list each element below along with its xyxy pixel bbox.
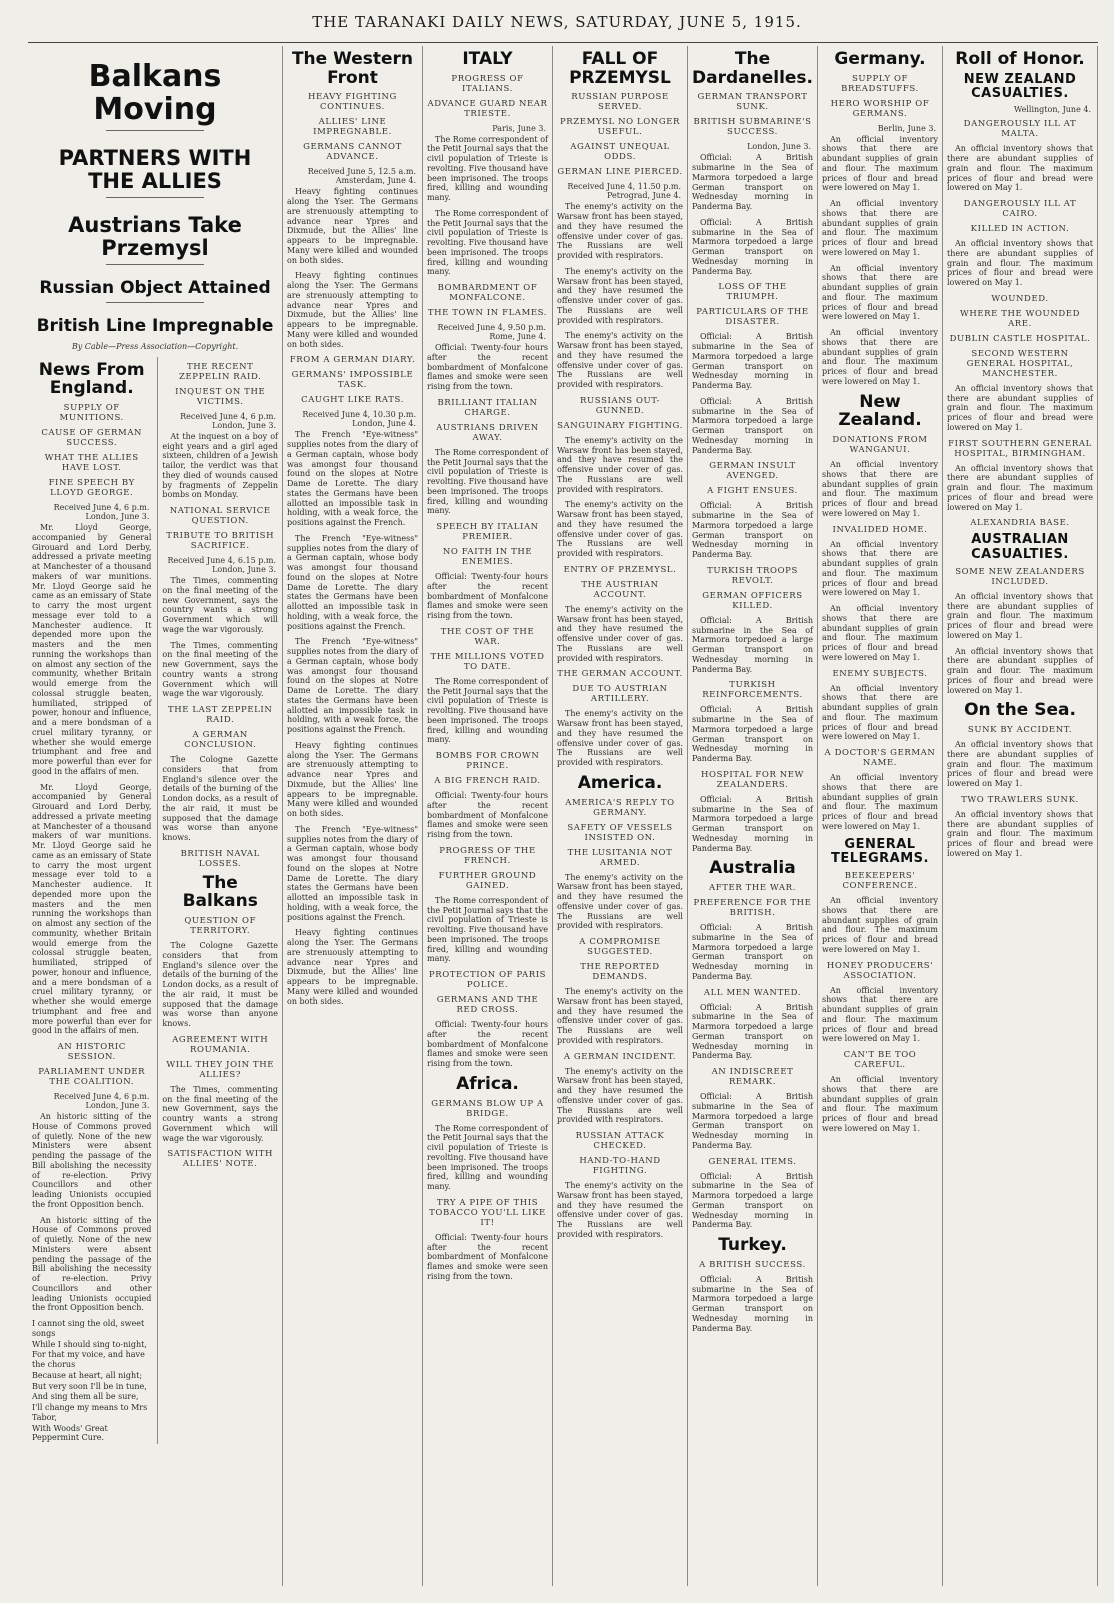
subhead: RUSSIAN ATTACK CHECKED. — [575, 1131, 665, 1152]
subhead: FIRST SOUTHERN GENERAL HOSPITAL, BIRMINGHAM. — [948, 438, 1092, 459]
article-body: Official: A British submarine in the Sea of Marmora torpedoed a large German transport on Wednesday morning in Panderma Bay. — [692, 153, 813, 212]
headline-turkey: Turkey. — [718, 1235, 787, 1256]
headline-general-telegrams: GENERAL TELEGRAMS. — [831, 836, 929, 866]
article-body: The Rome correspondent of the Petit Journal says that the civil population of Trieste is revolting. Five thousand have been imprisoned. The troops fired, killing and wounding many. — [427, 676, 548, 745]
article-body: An official inventory shows that there are abundant supplies of grain and flour. The maximum prices of flour and bread were lowered on May 1. — [822, 985, 938, 1044]
subhead: FINE SPEECH BY LLOYD GEORGE. — [48, 478, 135, 499]
subhead: TWO TRAWLERS SUNK. — [961, 794, 1079, 805]
article-body: Mr. Lloyd George, accompanied by General Girouard and Lord Derby, addressed a private meeting at Manchester of a thousand makers of war munitions. Mr. Lloyd George said he came as an emissary of State to carry the most urgent message ever told to a Manchester audience. It depended more upon the masters and the men running the workshops than on almost any section of the community, whether Britain would emerge from the colossal struggle beaten, humiliated, stripped of power, honour and influence, and a mere bondsman of a cruel military tyranny, or whether she would emerge triumphant and free and more powerful than ever for good in the affairs of men. — [32, 782, 152, 1036]
subhead: ENTRY OF PRZEMYSL. — [563, 564, 677, 575]
article-body: The Times, commenting on the final meeting of the new Government, says the country wants a strong Government which will wage the war vigorously. — [162, 640, 278, 699]
headline-italy: ITALY — [462, 49, 513, 69]
article-body: Heavy fighting continues along the Yser. The Germans are strenuously attempting to advance near Ypres and Dixmude, but the Allies' line appears to be impregnable. Many were killed and wounded on both sides. — [287, 928, 418, 1006]
headline-dardanelles: The Dardanelles. — [692, 49, 814, 88]
article-body: Official: A British submarine in the Sea of Marmora torpedoed a large German transport on Wednesday morning in Panderma Bay. — [692, 332, 813, 391]
article-body: The Rome correspondent of the Petit Journal says that the civil population of Trieste is revolting. Five thousand have been imprisoned. The troops fired, killing and wounding many. — [427, 447, 548, 516]
subhead: TRY A PIPE OF THIS TOBACCO YOU'LL LIKE IT! — [429, 1197, 546, 1228]
article-body: An official inventory shows that there are abundant supplies of grain and flour. The maximum prices of flour and bread were lowered on May 1. — [947, 591, 1093, 640]
subhead: WILL THEY JOIN THE ALLIES? — [166, 1059, 275, 1080]
article-body: An official inventory shows that there are abundant supplies of grain and flour. The maximum prices of flour and bread were lowered on May 1. — [822, 134, 938, 193]
subhead: DANGEROUSLY ILL AT MALTA. — [963, 119, 1077, 140]
article-body: An official inventory shows that there are abundant supplies of grain and flour. The maximum prices of flour and bread were lowered on May 1. — [947, 646, 1093, 695]
article-body: An official inventory shows that there are abundant supplies of grain and flour. The maximum prices of flour and bread were lowered on May 1. — [947, 239, 1093, 288]
subhead: PARLIAMENT UNDER THE COALITION. — [38, 1067, 146, 1088]
article-body: The French "Eye-witness" supplies notes from the diary of a German captain, whose body was amongst four thousand found on the slopes at Notre Dame de Lorette. The diary states the Germans have been allotted an impossible task in holding, with a weak force, the positions against the French. — [287, 824, 418, 922]
article-body: An official inventory shows that there are abundant supplies of grain and flour. The maximum prices of flour and bread were lowered on May 1. — [947, 809, 1093, 858]
subhead: GERMAN LINE PIERCED. — [557, 167, 683, 178]
poem-line: With Woods' Great Peppermint Cure. — [32, 1423, 108, 1443]
headline-new-zealand: New Zealand. — [838, 391, 922, 431]
article-body: Official: Twenty-four hours after the recent bombardment of Monfalcone flames and smoke were seen rising from the town. — [427, 1232, 548, 1281]
subhead: PROGRESS OF THE FRENCH. — [439, 845, 536, 866]
subhead: A BIG FRENCH RAID. — [434, 776, 541, 787]
article-body: An official inventory shows that there are abundant supplies of grain and flour. The maximum prices of flour and bread were lowered on May 1. — [822, 1075, 938, 1133]
masthead: THE TARANAKI DAILY NEWS, SATURDAY, JUNE 5, 1915. — [312, 13, 802, 31]
dateline: Received June 4, 10.30 p.m. London, June 4. — [302, 410, 416, 429]
headline-australian-casualties: AUSTRALIAN CASUALTIES. — [971, 532, 1069, 562]
subhead: AN HISTORIC SESSION. — [57, 1042, 126, 1063]
article-body: An official inventory shows that there are abundant supplies of grain and flour. The maximum prices of flour and bread were lowered on May 1. — [947, 144, 1093, 193]
headline-nz-casualties: NEW ZEALAND CASUALTIES. — [963, 71, 1077, 101]
subhead: RUSSIAN PURPOSE SERVED. — [571, 92, 669, 113]
poem-line: I'll change my means to Mrs Tabor, — [32, 1403, 148, 1422]
subhead: NO FAITH IN THE ENEMIES. — [442, 547, 533, 568]
headline-russian-object: Russian Object Attained — [39, 278, 271, 299]
subhead: HAND-TO-HAND FIGHTING. — [579, 1156, 661, 1177]
subhead: BRITISH SUBMARINE'S SUCCESS. — [693, 117, 812, 138]
headline-partners: PARTNERS WITH THE ALLIES — [58, 146, 252, 194]
article-body: An historic sitting of the House of Commons proved of quietly. None of the new Ministers were absent pending the passage of the Bill abolishing the necessity of re-election. Privy Councillors and other leading Unionists occupied the front Opposition bench. — [32, 1215, 152, 1313]
subhead: WHAT THE ALLIES HAVE LOST. — [44, 453, 139, 474]
subhead: INVALIDED HOME. — [832, 524, 928, 535]
subhead: ENEMY SUBJECTS. — [832, 668, 928, 679]
subhead: PROGRESS OF ITALIANS. — [451, 73, 524, 94]
dateline: Wellington, June 4. — [1014, 105, 1091, 115]
article-body: Mr. Lloyd George, accompanied by General Girouard and Lord Derby, addressed a private meeting at Manchester of a thousand makers of war munitions. Mr. Lloyd George said he came as an emissary of State to carry the most urgent message ever told to a Manchester audience. It depended more upon the masters and the men running the workshops than on almost any section of the community, whether Britain would emerge from the colossal struggle beaten, humiliated, stripped of power, honour and influence, and a mere bondsman of a cruel military tyranny, or whether she would emerge triumphant and free and more powerful than ever for good in the affairs of men. — [32, 523, 152, 776]
dateline: Received June 4, 6 p.m. London, June 3. — [180, 411, 276, 430]
article-body: An official inventory shows that there are abundant supplies of grain and flour. The maximum prices of flour and bread were lowered on May 1. — [822, 460, 938, 518]
subhead: DANGEROUSLY ILL AT CAIRO. — [963, 199, 1077, 220]
article-body: Official: A British submarine in the Sea of Marmora torpedoed a large German transport on Wednesday morning in Panderma Bay. — [692, 1171, 813, 1230]
article-body: An official inventory shows that there are abundant supplies of grain and flour. The maximum prices of flour and bread were lowered on May 1. — [947, 383, 1093, 432]
headline-fall-of-przemysl: FALL OF PRZEMYSL — [569, 49, 671, 88]
article-body: The Cologne Gazette considers that from England's silence over the details of the burning of the London docks, as a result of the air raid, it must be supposed that the damage was worse than anyone knows. — [162, 941, 278, 1029]
subhead: THE RECENT ZEPPELIN RAID. — [179, 361, 262, 382]
subhead: A BRITISH SUCCESS. — [699, 1259, 806, 1270]
subhead: HONEY PRODUCERS' ASSOCIATION. — [826, 960, 934, 981]
subhead: RUSSIANS OUT-GUNNED. — [580, 395, 660, 416]
subhead: SECOND WESTERN GENERAL HOSPITAL, MANCHESTER. — [966, 348, 1074, 379]
subhead: PROTECTION OF PARIS POLICE. — [428, 970, 547, 991]
subhead: THE MILLIONS VOTED TO DATE. — [430, 651, 545, 672]
subhead: THE COST OF THE WAR. — [440, 626, 535, 647]
article-body: Official: A British submarine in the Sea of Marmora torpedoed a large German transport on Wednesday morning in Panderma Bay. — [692, 923, 813, 981]
subhead: BRILLIANT ITALIAN CHARGE. — [437, 397, 538, 418]
subhead: AGAINST UNEQUAL ODDS. — [570, 142, 670, 163]
poem-line: While I should sing to-night, — [32, 1339, 147, 1349]
subhead: AMERICA'S REPLY TO GERMANY. — [565, 797, 675, 818]
article-body: An official inventory shows that there are abundant supplies of grain and flour. The maximum prices of flour and bread were lowered on May 1. — [822, 199, 938, 257]
column-przemysl — [553, 46, 688, 1586]
subhead: THE REPORTED DEMANDS. — [580, 962, 660, 983]
article-body: Official: A British submarine in the Sea of Marmora torpedoed a large German transport on Wednesday morning in Panderma Bay. — [692, 501, 813, 560]
dateline: Received June 4, 9.50 p.m. Rome, June 4. — [437, 323, 546, 342]
subhead: CAN'T BE TOO CAREFUL. — [843, 1050, 917, 1071]
divider — [106, 302, 204, 303]
headline-on-the-sea: On the Sea. — [964, 700, 1076, 721]
subhead: GERMANS' IMPOSSIBLE TASK. — [291, 370, 414, 391]
article-body: An official inventory shows that there are abundant supplies of grain and flour. The maximum prices of flour and bread were lowered on May 1. — [947, 740, 1093, 789]
article-body: Official: Twenty-four hours after the recent bombardment of Monfalcone flames and smoke were seen rising from the town. — [427, 572, 548, 621]
article-body: The Times, commenting on the final meeting of the new Government, says the country wants a strong Government which will wage the war vigorously. — [162, 576, 278, 634]
article-body: The Rome correspondent of the Petit Journal says that the civil population of Trieste is revolting. Five thousand have been imprisoned. The troops fired, killing and wounding many. — [427, 895, 548, 964]
article-body: The enemy's activity on the Warsaw front has been stayed, and they have resumed the offensive under cover of gas. The Russians are well provided with respirators. — [557, 1066, 683, 1125]
subhead: GENERAL ITEMS. — [708, 1156, 797, 1167]
subhead: TRIBUTE TO BRITISH SACRIFICE. — [166, 531, 275, 551]
subhead: BOMBARDMENT OF MONFALCONE. — [437, 283, 538, 304]
subhead: SOME NEW ZEALANDERS INCLUDED. — [955, 566, 1085, 587]
subhead: KILLED IN ACTION. — [970, 224, 1070, 235]
subhead: THE LUSITANIA NOT ARMED. — [567, 847, 673, 868]
divider — [106, 264, 204, 265]
article-body: The enemy's activity on the Warsaw front has been stayed, and they have resumed the offensive under cover of gas. The Russians are well provided with respirators. — [557, 709, 683, 768]
headline-balkans-moving: Balkans Moving — [88, 59, 222, 127]
column-dardanelles — [688, 46, 818, 1586]
subhead: INQUEST ON THE VICTIMS. — [175, 386, 266, 407]
article-body: The Rome correspondent of the Petit Journal says that the civil population of Trieste is revolting. Five thousand have been imprisoned. The troops fired, killing and wounding many. — [427, 208, 548, 277]
article-body: Official: A British submarine in the Sea of Marmora torpedoed a large German transport on Wednesday morning in Panderma Bay. — [692, 615, 813, 674]
article-body: An historic sitting of the House of Commons proved of quietly. None of the new Ministers were absent pending the passage of the Bill abolishing the necessity of re-election. Privy Councillors and other leading Unionists occupied the front Opposition bench. — [32, 1112, 152, 1209]
subhead: A GERMAN INCIDENT. — [563, 1051, 677, 1062]
headline-africa: Africa. — [456, 1073, 519, 1094]
headline-germany: Germany. — [834, 49, 926, 69]
article-body: The Rome correspondent of the Petit Journal says that the civil population of Trieste is revolting. Five thousand have been imprisoned. The troops fired, killing and wounding many. — [427, 1123, 548, 1192]
article-body: An official inventory shows that there are abundant supplies of grain and flour. The maximum prices of flour and bread were lowered on May 1. — [822, 896, 938, 954]
subhead: CAUGHT LIKE RATS. — [301, 395, 404, 406]
article-body: Heavy fighting continues along the Yser. The Germans are strenuously attempting to advance near Ypres and Dixmude, but the Allies' line appears to be impregnable. Many were killed and wounded on both sides. — [287, 271, 418, 349]
headline-news-from-england: News From England. — [38, 359, 145, 399]
article-body: An official inventory shows that there are abundant supplies of grain and flour. The maximum prices of flour and bread were lowered on May 1. — [822, 263, 938, 322]
article-body: The French "Eye-witness" supplies notes from the diary of a German captain, whose body was amongst four thousand found on the slopes at Notre Dame de Lorette. The diary states the Germans have been allotted an impossible task in holding, with a weak force, the positions against the French. — [287, 637, 418, 735]
subhead: GERMAN OFFICERS KILLED. — [702, 590, 803, 611]
subhead: THE LAST ZEPPELIN RAID. — [168, 705, 273, 725]
dateline: Received June 4, 6 p.m. London, June 3. — [53, 503, 150, 522]
article-body: An official inventory shows that there are abundant supplies of grain and flour. The maximum prices of flour and bread were lowered on May 1. — [822, 604, 938, 662]
subhead: PREFERENCE FOR THE BRITISH. — [693, 898, 812, 919]
subhead: A COMPROMISE SUGGESTED. — [579, 937, 661, 958]
column-western-front — [283, 46, 423, 1586]
subhead: SANGUINARY FIGHTING. — [557, 420, 683, 431]
article-body: Official: A British submarine in the Sea of Marmora torpedoed a large German transport on Wednesday morning in Panderma Bay. — [692, 396, 813, 455]
article-body: Official: Twenty-four hours after the recent bombardment of Monfalcone flames and smoke were seen rising from the town. — [427, 791, 548, 840]
article-body: The enemy's activity on the Warsaw front has been stayed, and they have resumed the offensive under cover of gas. The Russians are well provided with respirators. — [557, 987, 683, 1045]
column-germany — [818, 46, 943, 1586]
subhead: SATISFACTION WITH ALLIES' NOTE. — [167, 1149, 274, 1170]
poem-line: And sing them all be sure, — [32, 1392, 139, 1402]
subhead: WHERE THE WOUNDED ARE. — [960, 308, 1080, 329]
column-italy — [423, 46, 553, 1586]
subhead: HEAVY FIGHTING CONTINUES. — [308, 92, 397, 113]
subhead: GERMANS BLOW UP A BRIDGE. — [431, 1098, 544, 1119]
article-body: The French "Eye-witness" supplies notes from the diary of a German captain, whose body was amongst four thousand found on the slopes at Notre Dame de Lorette. The diary states the Germans have been allotted an impossible task in holding, with a weak force, the positions against the French. — [287, 430, 418, 528]
subhead: AN INDISCREET REMARK. — [711, 1067, 794, 1088]
subhead: THE GERMAN ACCOUNT. — [557, 669, 683, 680]
article-body: The Times, commenting on the final meeting of the new Government, says the country wants a strong Government which will wage the war vigorously. — [162, 1084, 278, 1143]
article-body: Heavy fighting continues along the Yser. The Germans are strenuously attempting to advance near Ypres and Dixmude, but the Allies' line appears to be impregnable. Many were killed and wounded on both sides. — [287, 740, 418, 819]
headline-austrians: Austrians Take Przemysl — [68, 213, 242, 261]
headline-roll-of-honor: Roll of Honor. — [955, 49, 1085, 69]
subhead: ALLIES' LINE IMPREGNABLE. — [313, 117, 392, 138]
subhead: AGREEMENT WITH ROUMANIA. — [172, 1034, 269, 1055]
article-body: The enemy's activity on the Warsaw front has been stayed, and they have resumed the offensive under cover of gas. The Russians are well provided with respirators. — [557, 331, 683, 390]
subhead: ALL MEN WANTED. — [703, 987, 802, 998]
subhead: BOMBS FOR CROWN PRINCE. — [435, 751, 540, 772]
poem — [32, 1319, 151, 1443]
article-body: Official: Twenty-four hours after the recent bombardment of Monfalcone flames and smoke were seen rising from the town. — [427, 1020, 548, 1069]
article-body: Official: A British submarine in the Sea of Marmora torpedoed a large German transport on Wednesday morning in Panderma Bay. — [692, 1092, 813, 1150]
article-body: An official inventory shows that there are abundant supplies of grain and flour. The maximum prices of flour and bread were lowered on May 1. — [947, 463, 1093, 512]
subhead: SUNK BY ACCIDENT. — [967, 725, 1073, 736]
subhead: A FIGHT ENSUES. — [707, 486, 798, 497]
article-body: The enemy's activity on the Warsaw front has been stayed, and they have resumed the offensive under cover of gas. The Russians are well provided with respirators. — [557, 202, 683, 261]
article-body: The enemy's activity on the Warsaw front has been stayed, and they have resumed the offensive under cover of gas. The Russians are well provided with respirators. — [557, 500, 683, 559]
subhead: PRZEMYSL NO LONGER USEFUL. — [559, 117, 681, 138]
article-body: The enemy's activity on the Warsaw front has been stayed, and they have resumed the offensive under cover of gas. The Russians are well provided with respirators. — [557, 435, 683, 494]
article-body: Official: A British submarine in the Sea of Marmora torpedoed a large German transport on Wednesday morning in Panderma Bay. — [692, 705, 813, 764]
subhead: DONATIONS FROM WANGANUI. — [832, 435, 928, 456]
subhead: HERO WORSHIP OF GERMANS. — [830, 98, 930, 119]
dateline: Received June 4, 6.15 p.m. London, June 3. — [167, 556, 276, 574]
headline-the-balkans: The Balkans — [182, 872, 258, 912]
article-body: The Cologne Gazette considers that from England's silence over the details of the burning of the London docks, as a result of the air raid, it must be supposed that the damage was worse than anyone knows. — [162, 755, 278, 842]
subhead: TURKISH REINFORCEMENTS. — [702, 680, 803, 701]
subhead: BRITISH NAVAL LOSSES. — [180, 848, 260, 869]
subhead: A DOCTOR'S GERMAN NAME. — [824, 748, 936, 769]
article-body: The enemy's activity on the Warsaw front has been stayed, and they have resumed the offensive under cover of gas. The Russians are well provided with respirators. — [557, 604, 683, 663]
article-body: Official: A British submarine in the Sea of Marmora torpedoed a large German transport on Wednesday morning in Panderma Bay. — [692, 1274, 813, 1333]
subhead: A GERMAN CONCLUSION. — [184, 730, 257, 750]
poem-line: I cannot sing the old, sweet songs — [32, 1319, 145, 1338]
subhead: THE AUSTRIAN ACCOUNT. — [581, 579, 659, 600]
headline-australia: Australia — [709, 858, 796, 879]
divider — [106, 130, 204, 131]
article-body: Heavy fighting continues along the Yser. The Germans are strenuously attempting to advance near Ypres and Dixmude, but the Allies' line appears to be impregnable. Many were killed and wounded on both sides. — [287, 187, 418, 265]
subhead: CAUSE OF GERMAN SUCCESS. — [41, 428, 143, 449]
subhead: SUPPLY OF MUNITIONS. — [59, 403, 124, 424]
subhead: HOSPITAL FOR NEW ZEALANDERS. — [701, 769, 804, 790]
article-body: Official: A British submarine in the Sea of Marmora torpedoed a large German transport on Wednesday morning in Panderma Bay. — [692, 794, 813, 853]
subhead: ADVANCE GUARD NEAR TRIESTE. — [427, 98, 548, 119]
article-body: An official inventory shows that there are abundant supplies of grain and flour. The maximum prices of flour and bread were lowered on May 1. — [822, 773, 938, 831]
subhead: FROM A GERMAN DIARY. — [289, 355, 416, 366]
subhead: ALEXANDRIA BASE. — [970, 518, 1070, 529]
article-body: The Rome correspondent of the Petit Journal says that the civil population of Trieste is revolting. Five thousand have been imprisoned. The troops fired, killing and wounding many. — [427, 134, 548, 203]
article-body: The enemy's activity on the Warsaw front has been stayed, and they have resumed the offensive under cover of gas. The Russians are well provided with respirators. — [557, 872, 683, 931]
poem-line: But very soon I'll be in tune, — [32, 1381, 147, 1391]
subhead: GERMANS CANNOT ADVANCE. — [303, 142, 402, 163]
article-body: Official: Twenty-four hours after the recent bombardment of Monfalcone flames and smoke were seen rising from the town. — [427, 343, 548, 392]
subhead: GERMAN TRANSPORT SUNK. — [697, 92, 808, 113]
subhead: WOUNDED. — [991, 293, 1049, 304]
divider — [106, 197, 204, 198]
subhead: BEEKEEPERS' CONFERENCE. — [842, 871, 918, 892]
article-body: Official: A British submarine in the Sea of Marmora torpedoed a large German transport on Wednesday morning in Panderma Bay. — [692, 1002, 813, 1061]
subhead: PARTICULARS OF THE DISASTER. — [696, 307, 809, 328]
article-body: The enemy's activity on the Warsaw front has been stayed, and they have resumed the offensive under cover of gas. The Russians are well provided with respirators. — [557, 1181, 683, 1239]
subhead: GERMANS AND THE RED CROSS. — [436, 995, 539, 1016]
subhead: QUESTION OF TERRITORY. — [184, 916, 257, 937]
dateline: Berlin, June 3. — [877, 123, 936, 133]
subhead: NATIONAL SERVICE QUESTION. — [169, 506, 271, 526]
subhead: SUPPLY OF BREADSTUFFS. — [841, 73, 919, 94]
subhead: SAFETY OF VESSELS INSISTED ON. — [567, 822, 673, 843]
article-body: The French "Eye-witness" supplies notes from the diary of a German captain, whose body was amongst four thousand found on the slopes at Notre Dame de Lorette. The diary states the Germans have been allotted an impossible task in holding, with a weak force, the positions against the French. — [287, 533, 418, 631]
article-body: The enemy's activity on the Warsaw front has been stayed, and they have resumed the offensive under cover of gas. The Russians are well provided with respirators. — [557, 266, 683, 325]
column-roll-of-honor — [943, 46, 1098, 1586]
subhead: DUE TO AUSTRIAN ARTILLERY. — [572, 684, 668, 705]
headline-british-line: British Line Impregnable — [36, 316, 274, 337]
subhead: SPEECH BY ITALIAN PREMIER. — [436, 522, 539, 543]
cable-credit: By Cable—Press Association—Copyright. — [71, 341, 239, 351]
poem-line: For that my voice, and have the chorus — [32, 1350, 145, 1370]
headline-western-front: The Western Front — [291, 49, 414, 88]
column-balkans — [28, 46, 283, 1586]
subhead: THE TOWN IN FLAMES. — [427, 308, 548, 319]
article-body: Official: A British submarine in the Sea of Marmora torpedoed a large German transport on Wednesday morning in Panderma Bay. — [692, 217, 813, 276]
subhead: DUBLIN CASTLE HOSPITAL. — [949, 333, 1091, 344]
article-body: At the inquest on a boy of eight years and a girl aged sixteen, children of a Jewish tailor, the verdict was that they died of wounds caused by fragments of Zeppelin bombs on Monday. — [162, 431, 278, 500]
subhead: AUSTRIANS DRIVEN AWAY. — [436, 422, 539, 443]
article-body: An official inventory shows that there are abundant supplies of grain and flour. The maximum prices of flour and bread were lowered on May 1. — [822, 539, 938, 598]
dateline: Received June 5, 12.5 a.m. Amsterdam, June 4. — [307, 167, 416, 186]
subhead: LOSS OF THE TRIUMPH. — [718, 282, 787, 303]
masthead-rule — [28, 42, 1098, 43]
article-body: An official inventory shows that there are abundant supplies of grain and flour. The maximum prices of flour and bread were lowered on May 1. — [822, 683, 938, 742]
subhead: TURKISH TROOPS REVOLT. — [707, 565, 798, 586]
dateline: Received June 4, 6 p.m. London, June 3. — [53, 1092, 150, 1111]
dateline: London, June 3. — [747, 142, 811, 152]
dateline: Received June 4, 11.50 p.m. Petrograd, June 4. — [567, 182, 681, 201]
headline-america: America. — [577, 772, 663, 793]
poem-line: Because at heart, all night; — [32, 1370, 143, 1380]
dateline: Paris, June 3. — [492, 123, 546, 133]
subhead: FURTHER GROUND GAINED. — [438, 870, 537, 891]
article-body: An official inventory shows that there are abundant supplies of grain and flour. The maximum prices of flour and bread were lowered on May 1. — [822, 328, 938, 386]
subhead: AFTER THE WAR. — [709, 883, 796, 894]
subhead: GERMAN INSULT AVENGED. — [709, 461, 796, 482]
